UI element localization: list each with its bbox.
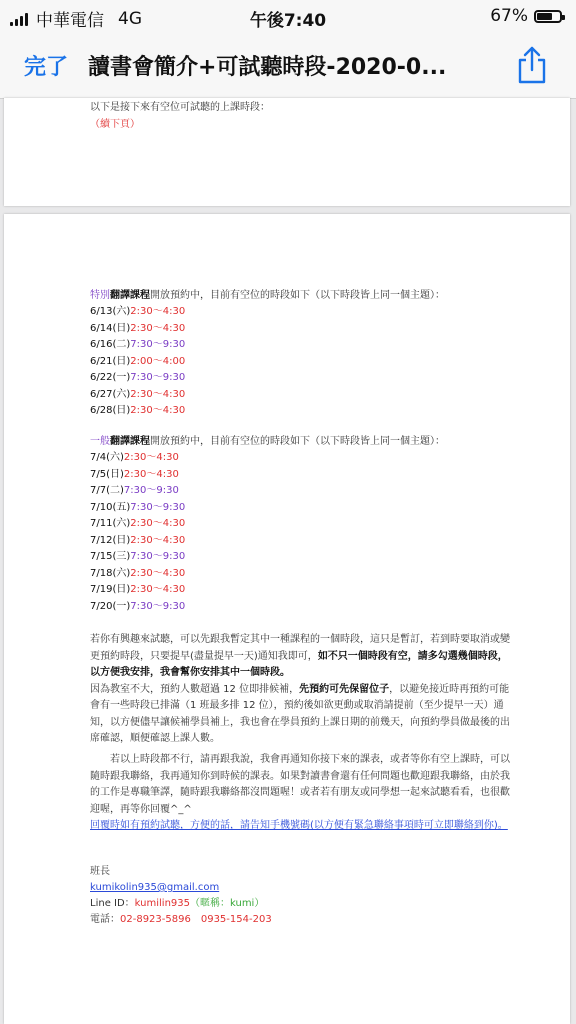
schedule-date: 7/11(六): [90, 518, 131, 529]
schedule-time: 2:30～4:30: [130, 534, 186, 546]
schedule-time: 2:30～4:30: [130, 322, 186, 334]
schedule-date: 7/4(六): [90, 452, 124, 463]
schedule-time: 7:30～9:30: [123, 485, 179, 496]
line-id-value: kumilin935: [134, 898, 190, 909]
para1-bold-d: 先預約可先保留位子: [299, 683, 390, 695]
schedule-time: 2:30～4:30: [130, 518, 186, 529]
line-id-label: Line ID：: [90, 898, 135, 909]
schedule-row: [90, 370, 185, 387]
schedule-row: [90, 337, 185, 354]
schedule-time: 7:30～9:30: [130, 501, 186, 513]
schedule-time: 2:30～4:30: [130, 388, 186, 400]
reply-note-link[interactable]: 回覆時如有預約試聽，方便的話，請告知手機號碼(以方便有緊急聯絡事項時可立即聯絡到你)。: [90, 820, 508, 831]
battery-percent: 67%: [490, 6, 528, 26]
schedule-row: [90, 321, 185, 338]
schedule-date: 6/16(二): [90, 339, 131, 350]
schedule-time: 2:30～4:30: [123, 468, 179, 480]
schedule-row: [90, 516, 185, 533]
para1-bold-b: 如不只一個時段有空，請多勾選幾個時段，以方便我安排，我會幫你安排其中一個時段。: [90, 650, 508, 678]
special-course-label: 翻譯課程: [110, 290, 150, 301]
schedule-time: 2:30～4:30: [123, 452, 179, 463]
signature-role: 班長: [90, 866, 110, 877]
email-link[interactable]: kumikolin935@gmail.com: [90, 882, 220, 893]
special-intro-text: 開放預約中，目前有空位的時段如下（以下時段皆上同一個主題）：: [150, 290, 445, 301]
document-page-2: [4, 214, 570, 1024]
schedule-row: [90, 566, 185, 583]
schedule-row: [90, 533, 185, 550]
schedule-date: 6/27(六): [90, 388, 131, 400]
schedule-time: 7:30～9:30: [130, 372, 186, 383]
general-schedule-list: [90, 450, 185, 615]
schedule-row: [90, 467, 185, 484]
follow-up-paragraph: 若以上時段都不行，請再跟我說，我會再通知你接下來的課表，或者等你有空上課時，可以隨時跟我聯絡，我再通知你到時候的課表。如果對讀書會還有任何問題也歡迎跟我聯絡，由於我的工作是專職筆譯，隨時跟我聯絡都沒問題喔！或者若有朋友或同學想一起來試聽看看，也很歡迎喔，再等你回覆^_^: [90, 754, 510, 815]
document-page-1: [4, 98, 570, 206]
schedule-row: [90, 549, 185, 566]
continued-note: （續下頁）: [90, 119, 140, 130]
special-intro: [90, 288, 445, 305]
schedule-date: 7/15(三): [90, 551, 131, 562]
general-course-label: 翻譯課程: [110, 436, 150, 447]
nav-bar: [0, 36, 576, 99]
network-label: 4G: [118, 8, 142, 29]
schedule-time: 2:30～4:30: [130, 306, 186, 317]
schedule-date: 7/12(日): [90, 534, 131, 546]
done-button[interactable]: 完了: [24, 55, 69, 80]
battery-icon: [534, 10, 562, 23]
phone-value: 02-8923-5896 0935-154-203: [120, 914, 272, 925]
status-time: 午後7:40: [249, 11, 327, 31]
schedule-time: 2:30～4:30: [130, 405, 186, 416]
para1-text-c: 因為教室不大，預約人數超過 12 位即排候補，: [90, 683, 300, 695]
schedule-date: 7/18(六): [90, 567, 131, 579]
schedule-date: 6/22(一): [90, 372, 131, 383]
schedule-row: [90, 450, 185, 467]
schedule-date: 6/21(日): [90, 355, 131, 367]
schedule-row: [90, 387, 185, 404]
trial-instructions-paragraph: [90, 632, 510, 748]
schedule-time: 2:00～4:00: [130, 355, 186, 367]
page1-line: 以下是接下來有空位可試聽的上課時段：: [90, 102, 270, 113]
general-intro: [90, 434, 445, 451]
nickname-value: （暱稱：kumi）: [190, 898, 265, 909]
para1-text-a: 若你有興趣來試聽，可以先跟我暫定其中一種課程的一個時段，這只是暫訂，若到時要取消或變更預約時段，只要提早(盡量提早一天)通知我即可，: [90, 634, 510, 662]
schedule-date: 6/28(日): [90, 405, 131, 416]
schedule-time: 2:30～4:30: [130, 567, 186, 579]
schedule-date: 6/13(六): [90, 306, 131, 317]
schedule-date: 6/14(日): [90, 322, 131, 334]
schedule-date: 7/20(一): [90, 600, 131, 612]
general-intro-text: 開放預約中，目前有空位的時段如下（以下時段皆上同一個主題）：: [150, 436, 445, 447]
schedule-date: 7/19(日): [90, 584, 131, 595]
schedule-row: [90, 403, 185, 420]
phone-label: 電話：: [90, 914, 120, 925]
schedule-row: [90, 483, 185, 500]
schedule-date: 7/7(二): [90, 485, 124, 496]
special-label: 特別: [90, 290, 110, 301]
general-label: 一般: [90, 436, 110, 447]
schedule-row: [90, 304, 185, 321]
document-title: 讀書會簡介+可試聽時段-2020-0...: [88, 55, 447, 80]
schedule-time: 7:30～9:30: [130, 600, 186, 612]
schedule-date: 7/5(日): [90, 468, 124, 480]
para1-text-e: ，以避免接近時再預約可能會有一些時段已排滿（1 班最多排 12 位），預約後如欲更動或取消請提前（至少提早一天）通知，以方便儘早讓候補學員補上，我也會在學員預約上課日期的前幾天，向預約學員做最後的出席確認，順便確認上課人數。: [90, 683, 510, 744]
status-right: [490, 6, 562, 26]
schedule-date: 7/10(五): [90, 501, 131, 513]
share-icon[interactable]: [512, 44, 552, 86]
status-bar: [0, 0, 576, 36]
schedule-row: [90, 500, 185, 517]
schedule-time: 2:30～4:30: [130, 584, 186, 595]
schedule-time: 7:30～9:30: [130, 551, 186, 562]
schedule-row: [90, 582, 185, 599]
carrier-label: 中華電信: [36, 11, 104, 31]
schedule-time: 7:30～9:30: [130, 339, 186, 350]
schedule-row: [90, 354, 185, 371]
line-id-row: [90, 896, 264, 913]
schedule-row: [90, 599, 185, 616]
special-schedule-list: [90, 304, 185, 420]
phone-row: [90, 912, 272, 929]
